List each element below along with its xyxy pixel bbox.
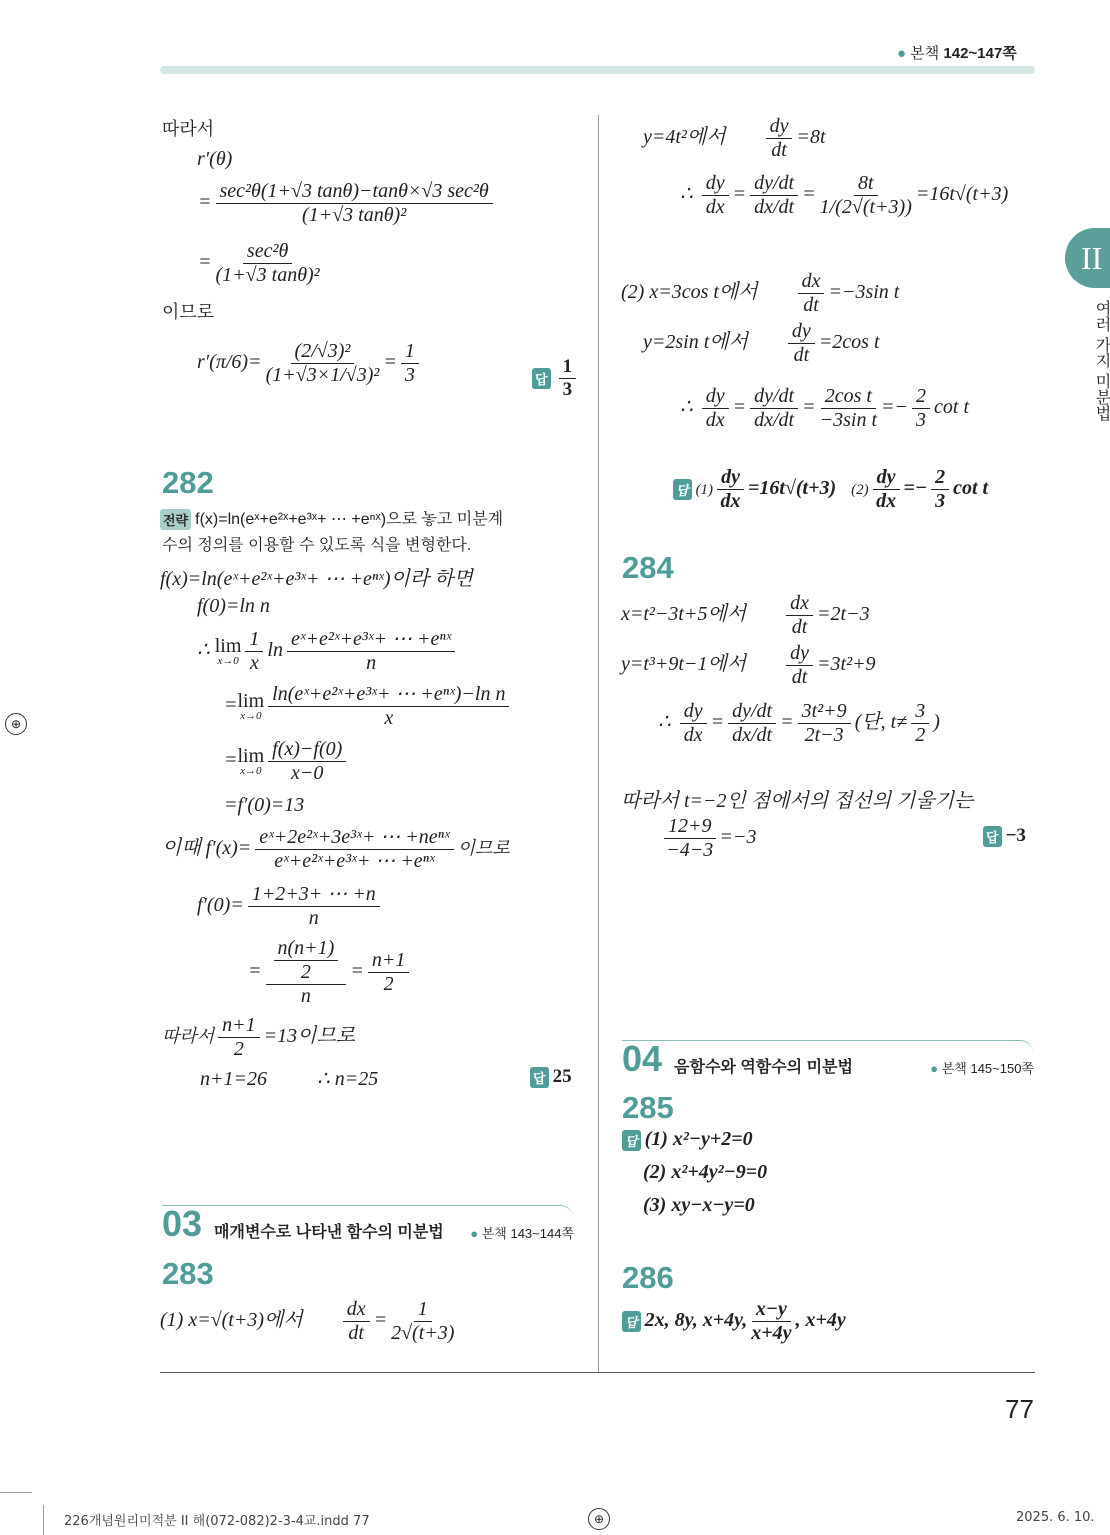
rhs: cot t	[953, 477, 989, 500]
denominator: dx/dt	[732, 724, 773, 746]
label: (2)	[851, 482, 869, 499]
page-number: 77	[1005, 1394, 1034, 1424]
prefix: (2) x=3cos t에서	[621, 281, 758, 304]
math-line	[621, 592, 870, 639]
denominator: eˣ+e²ˣ+e³ˣ+ ⋯ +eⁿˣ	[274, 850, 435, 872]
therefore: ∴	[658, 711, 671, 734]
rhs: =−3	[719, 826, 757, 849]
math-line	[162, 1014, 355, 1061]
denominator: dx	[683, 724, 703, 746]
therefore: ∴	[680, 183, 693, 206]
denominator: (1+√3×1/√3)²	[265, 364, 380, 386]
numerator: 1	[559, 356, 577, 379]
denominator: dt	[791, 616, 808, 638]
answer-value: (3) xy−x−y=0	[643, 1194, 755, 1216]
denominator: dx/dt	[754, 409, 795, 431]
denominator: n	[308, 907, 319, 929]
denominator: x	[384, 707, 394, 729]
denominator: 3	[562, 378, 573, 400]
equation: ∴ n=25	[317, 1068, 379, 1090]
answer-badge: 답	[622, 1311, 641, 1332]
lhs: 이때 f′(x)=	[162, 837, 252, 860]
denominator: x	[249, 652, 259, 674]
math-line: (1) x=√(t+3)에서 $\frac{dx}{dt}$ = $\frac{1}{2√(t+3)}$	[160, 1298, 455, 1344]
denominator: n	[366, 652, 377, 674]
denominator: 2	[383, 973, 394, 995]
answer	[622, 1298, 846, 1345]
prefix: 따라서	[162, 1026, 215, 1047]
numerator: 1+2+3+ ⋯ +n	[248, 883, 380, 907]
math-line	[197, 883, 384, 930]
problem-number: 282	[162, 465, 214, 500]
denominator: 2	[233, 1038, 244, 1060]
math-line	[621, 270, 899, 317]
problem-number: 283	[162, 1256, 214, 1291]
numerator: n(n+1)	[274, 937, 339, 961]
prefix: y=t³+9t−1에서	[621, 653, 747, 676]
numerator: sec²θ	[243, 240, 292, 264]
rhs: =16t√(t+3)	[747, 477, 837, 500]
math-line: = sec²θ (1+√3 tanθ)²	[198, 240, 320, 286]
prefix: y=2sin t에서	[643, 331, 748, 354]
suffix: =13이므로	[263, 1025, 356, 1048]
answer-badge: 답	[983, 826, 1002, 847]
section-number: 03	[162, 1203, 203, 1244]
math-line	[621, 642, 876, 689]
lim: lim	[237, 745, 265, 767]
numerator: 1	[245, 628, 263, 652]
denominator: 3	[404, 364, 415, 386]
registration-mark-icon: ⊕	[588, 1508, 610, 1530]
answer	[532, 356, 580, 401]
bottom-rule	[160, 1372, 1035, 1373]
numerator: (2/√3)²	[291, 340, 355, 364]
numerator: n+1	[368, 949, 410, 973]
section-ref: 본책 143~144쪽	[481, 1226, 574, 1241]
rhs: =2t−3	[817, 603, 870, 626]
prefix: y=4t²에서	[643, 126, 726, 149]
answer-value: (1) x²−y+2=0	[644, 1128, 753, 1150]
numerator: dy	[717, 466, 744, 490]
crop-mark	[43, 1505, 44, 1535]
numerator: sec²θ(1+√3 tanθ)−tanθ×√3 sec²θ	[216, 180, 493, 204]
section-title: 매개변수로 나타낸 함수의 미분법	[214, 1224, 444, 1241]
answer-badge: 답	[530, 1067, 549, 1088]
strategy-line	[160, 506, 503, 530]
section-title: 음함수와 역함수의 미분법	[674, 1059, 853, 1076]
numerator: 2	[912, 385, 930, 409]
denominator: −4−3	[666, 839, 714, 861]
equation: n+1=26	[200, 1068, 267, 1090]
denominator: dx	[705, 196, 725, 218]
numerator: n+1	[218, 1014, 260, 1038]
problem-number: 286	[622, 1260, 674, 1295]
math-line: ∴ $\frac{dy}{dx}$ = $\frac{dy/dt}{dx/dt}$ = $\frac{8t}{1/(2√(t+3))}$ =16t√(t+3)	[680, 172, 1009, 218]
therefore: ∴	[197, 639, 210, 662]
text-line: 따라서	[162, 119, 215, 139]
registration-mark-icon: ⊕	[5, 713, 27, 735]
lim-sub: x→0	[217, 655, 239, 667]
numerator: eˣ+e²ˣ+e³ˣ+ ⋯ +eⁿˣ	[287, 628, 455, 652]
prefix: (1) x=√(t+3)에서	[160, 1309, 303, 1332]
math-line: = lim x→0 $\frac{f(x)-f(0)}{x-0}$	[224, 738, 350, 785]
numerator: dy/dt	[750, 385, 798, 409]
numerator: dy	[702, 385, 729, 409]
denominator: dx/dt	[754, 196, 795, 218]
denominator: 2t−3	[804, 724, 844, 746]
numerator: dy	[788, 320, 815, 344]
text-line: 이므로	[162, 302, 215, 322]
answer-value: −3	[1005, 825, 1026, 846]
denominator: (1+√3 tanθ)²	[302, 204, 407, 226]
math-line	[643, 115, 826, 162]
denominator: dt	[803, 294, 819, 316]
numerator: 3t²+9	[798, 700, 851, 724]
rhs: =3t²+9	[817, 653, 876, 676]
lim-sub: x→0	[240, 710, 262, 722]
rhs: =−3sin t	[828, 281, 900, 304]
answer-value: 25	[552, 1066, 572, 1087]
rhs: =8t	[796, 126, 826, 149]
footer-date: 2025. 6. 10.	[1016, 1510, 1095, 1525]
math-line	[643, 320, 880, 367]
answer-value: , x+4y	[795, 1309, 846, 1332]
answer-value: (2) x²+4y²−9=0	[643, 1161, 768, 1183]
denominator: x−0	[291, 762, 324, 784]
suffix: 이므로	[457, 838, 510, 859]
denominator: n	[300, 985, 311, 1007]
ref-label: 본책	[910, 45, 940, 62]
answer	[530, 1066, 572, 1088]
numerator: 1	[401, 340, 419, 364]
rhs: =2cos t	[818, 331, 880, 354]
numerator: f(x)−f(0)	[268, 738, 346, 762]
ref-pages: 142~147쪽	[943, 45, 1017, 62]
condition: (단, t≠	[854, 711, 908, 734]
numerator: ln(eˣ+e²ˣ+e³ˣ+ ⋯ +eⁿˣ)−ln n	[268, 683, 509, 707]
answer-badge: 답	[673, 479, 692, 500]
answer	[983, 825, 1026, 847]
numerator: dx	[343, 1298, 370, 1322]
numerator: 8t	[854, 172, 878, 196]
denominator: (1+√3 tanθ)²	[215, 264, 320, 286]
lhs: f′(0)=	[197, 894, 244, 917]
bullet-icon: ●	[897, 45, 907, 62]
chapter-number: II	[1081, 240, 1103, 276]
condition-close: )	[933, 711, 940, 734]
therefore: ∴	[680, 396, 693, 419]
math-line: ∴ $\frac{dy}{dx}$ = $\frac{dy/dt}{dx/dt}$ = $\frac{\text{3t²+9}}{2t-3}$ (단, t≠ $\frac{3}{2}$ )	[658, 700, 940, 746]
math-line	[660, 815, 757, 862]
numerator: dy	[766, 115, 793, 139]
numerator: dy	[680, 700, 707, 724]
footer-file: 226개념원리미적분 II 해(072-082)2-3-4교.indd 77	[64, 1514, 370, 1529]
math-line	[200, 1066, 378, 1091]
math-line	[197, 628, 459, 675]
math-line: r′(π/6)= $\frac{\text{(2/√3)²}}{\text{(1+√3×1/√3)²}}$ = $\frac{1}{3}$	[197, 340, 423, 387]
section-ref: 본책 145~150쪽	[941, 1061, 1034, 1076]
lim: lim	[214, 635, 242, 657]
lhs: r′(π/6)=	[197, 351, 262, 374]
denominator: dx	[876, 490, 897, 512]
math-line: r′(θ)	[197, 148, 233, 170]
crop-mark	[0, 1492, 32, 1493]
denominator: 2	[300, 961, 311, 983]
section-header-04: 04 음함수와 역함수의 미분법 ● 본책 145~150쪽	[622, 1038, 1034, 1079]
strategy-text: f(x)=ln(eˣ+e²ˣ+e³ˣ+ ⋯ +eⁿˣ)으로 놓고 미분계	[195, 511, 504, 528]
denominator: dt	[771, 139, 787, 161]
numerator: 2cos t	[821, 385, 876, 409]
header-reference	[897, 42, 1017, 63]
strategy-text: 수의 정의를 이용할 수 있도록 식을 변형한다.	[162, 537, 472, 554]
numerator: 12+9	[664, 815, 716, 839]
answer	[673, 466, 988, 513]
prefix: x=t²−3t+5에서	[621, 603, 747, 626]
math-line: =f′(0)=13	[224, 794, 305, 816]
denominator: dx	[720, 490, 741, 512]
math-line: f(x)=ln(eˣ+e²ˣ+e³ˣ+ ⋯ +eⁿˣ)이라 하면	[160, 568, 473, 590]
numerator: 1	[414, 1298, 432, 1322]
denominator: 3	[916, 409, 927, 431]
answer-badge: 답	[532, 368, 551, 389]
math-line: = $\frac{\frac{n(n+1)}{2}}{n}$ = $\frac{n+1}{2}$	[248, 937, 413, 1008]
math-line: f(0)=ln n	[197, 595, 270, 617]
numerator: dy	[873, 466, 900, 490]
numerator: dy/dt	[728, 700, 776, 724]
numerator: dy/dt	[750, 172, 798, 196]
math-line: = sec²θ(1+√3 tanθ)−tanθ×√3 sec²θ (1+√3 tanθ)²	[198, 180, 497, 227]
numerator: dy	[786, 642, 813, 666]
numerator: eˣ+2e²ˣ+3e³ˣ+ ⋯ +neⁿˣ	[255, 826, 453, 850]
numerator: 2	[931, 466, 949, 490]
denominator: dt	[791, 666, 808, 688]
denominator: −3sin t	[819, 409, 878, 431]
denominator: 3	[935, 490, 946, 512]
rhs: =16t√(t+3)	[915, 183, 1009, 206]
numerator: dx	[786, 592, 813, 616]
denominator: dx	[705, 409, 725, 431]
chapter-tab	[1065, 228, 1110, 288]
denominator: dt	[348, 1322, 364, 1344]
denominator: dt	[793, 344, 810, 366]
denominator: x+4y	[751, 1322, 792, 1344]
math-line	[162, 826, 510, 873]
denominator: 1/(2√(t+3))	[819, 196, 912, 218]
label: (1)	[695, 482, 714, 499]
denominator: 2	[915, 724, 926, 746]
numerator: x−y	[752, 1298, 791, 1322]
chapter-title: 여러 가지 미분법	[1093, 300, 1110, 421]
numerator: 3	[911, 700, 929, 724]
math-line: = lim x→0 ln(eˣ+e²ˣ+e³ˣ+ ⋯ +eⁿˣ)−ln n x	[224, 683, 513, 730]
column-divider	[598, 115, 599, 1373]
problem-number: 284	[622, 550, 674, 585]
lim-sub: x→0	[240, 765, 262, 777]
problem-number: 285	[622, 1090, 674, 1125]
answer	[622, 1128, 753, 1151]
rhs: =−	[903, 477, 928, 500]
ln: ln	[267, 639, 283, 662]
numerator: dy	[702, 172, 729, 196]
header-bar	[160, 66, 1035, 74]
numerator: dx	[798, 270, 825, 294]
section-number: 04	[622, 1038, 663, 1079]
rhs: cot t	[934, 396, 970, 419]
denominator: 2√(t+3)	[391, 1322, 455, 1344]
math-line: 따라서 t=−2인 점에서의 접선의 기울기는	[621, 790, 974, 812]
math-line: ∴ $\frac{dy}{dx}$ = $\frac{dy/dt}{dx/dt}$ = $\frac{\text{2cos t}}{\text{−3sin t}}$ =− $\frac{2}{3}$ cot t	[680, 385, 970, 431]
strategy-badge: 전략	[160, 509, 191, 530]
answer-value: 2x, 8y, x+4y,	[644, 1309, 748, 1332]
answer-badge: 답	[622, 1130, 641, 1151]
section-header-03: 03 매개변수로 나타낸 함수의 미분법 ● 본책 143~144쪽	[162, 1203, 574, 1244]
lim: lim	[237, 690, 265, 712]
